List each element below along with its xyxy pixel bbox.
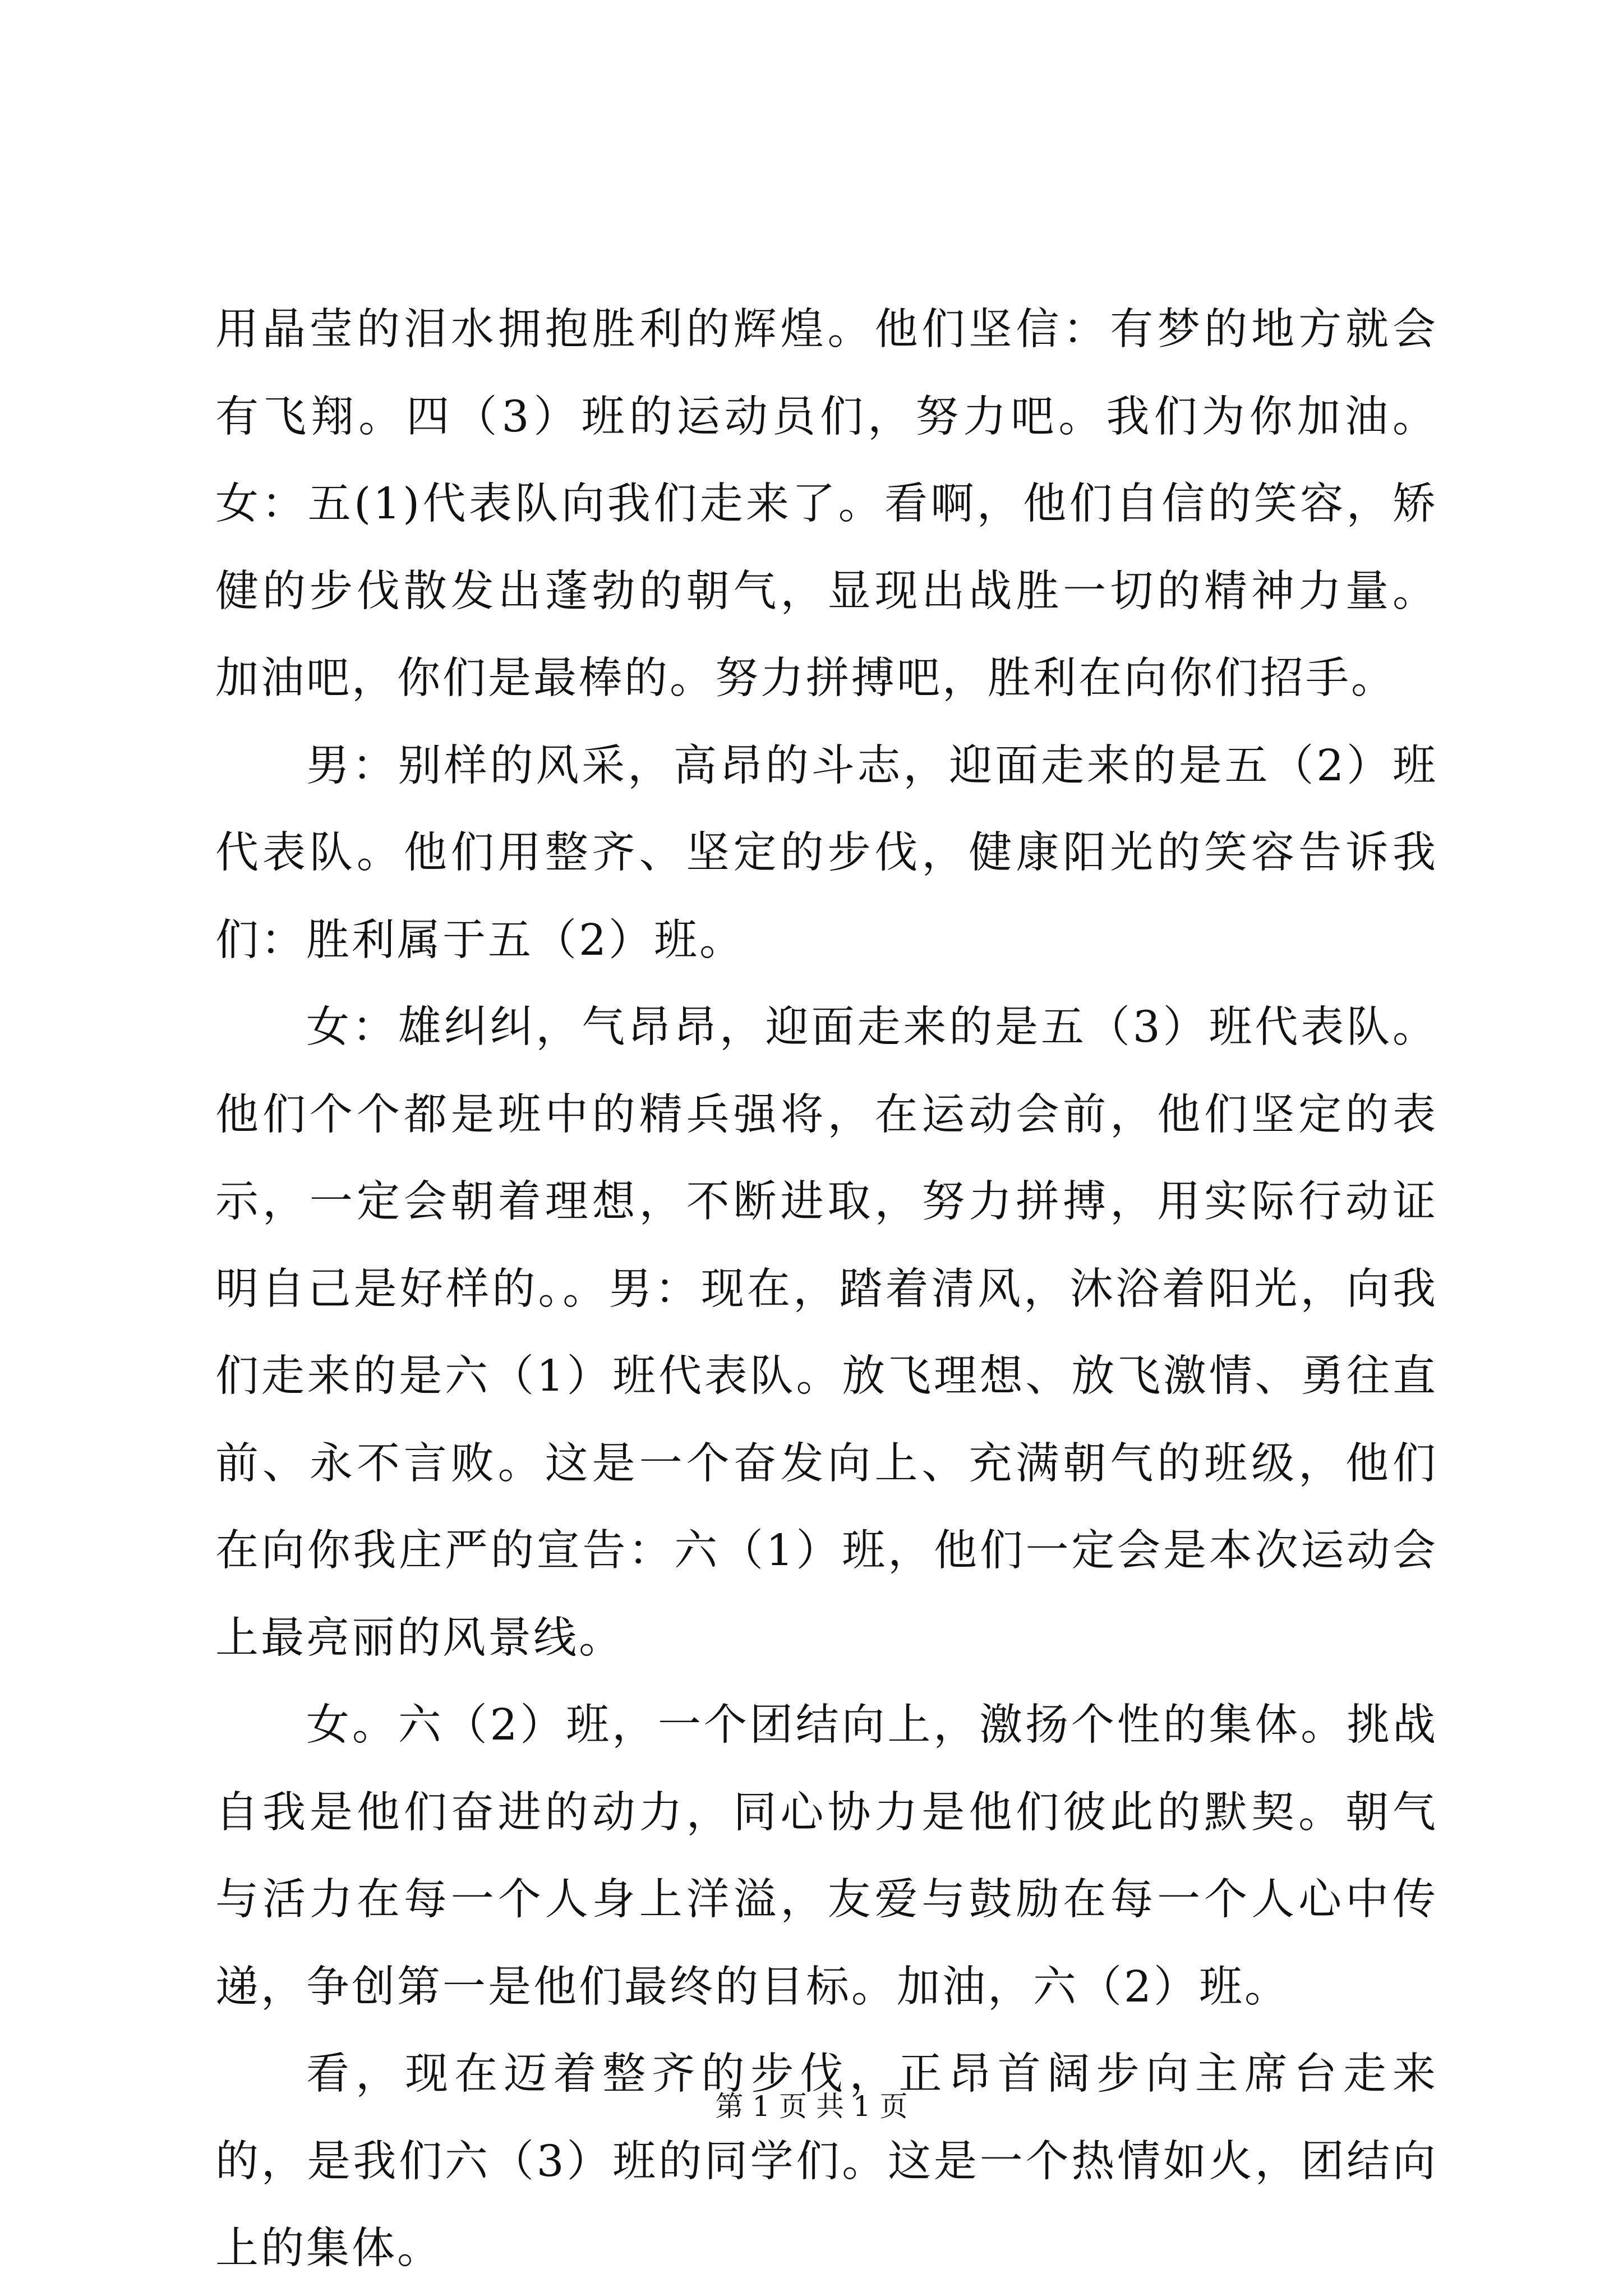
page-footer: [0, 2087, 1623, 2126]
paragraph-1: 用晶莹的泪水拥抱胜利的辉煌。他们坚信：有梦的地方就会有飞翔。四（3）班的运动员们，努力吧。我们为你加油。女：五(1)代表队向我们走来了。看啊，他们自信的笑容，矫健的步伐散发出蓬勃的朝气，显现出战胜一切的精神力量。加油吧，你们是最棒的。努力拼搏吧，胜利在向你们招手。: [215, 305, 1438, 703]
paragraph-5: 看，现在迈着整齐的步伐，正昂首阔步向主席台走来的，是我们六（3）班的同学们。这是一个热情如火，团结向上的集体。: [215, 2049, 1438, 2274]
paragraph-3: 女：雄纠纠，气昂昂，迎面走来的是五（3）班代表队。他们个个都是班中的精兵强将，在运动会前，他们坚定的表示，一定会朝着理想，不断进取，努力拼搏，用实际行动证明自己是好样的。。男：现在，踏着清风，沐浴着阳光，向我们走来的是六（1）班代表队。放飞理想、放飞激情、勇往直前、永不言败。这是一个奋发向上、充满朝气的班级，他们在向你我庄严的宣告：六（1）班，他们一定会是本次运动会上最亮丽的风景线。: [215, 1002, 1438, 1663]
paragraph-2: 男：别样的风采，高昂的斗志，迎面走来的是五（2）班代表队。他们用整齐、坚定的步伐，健康阳光的笑容告诉我们：胜利属于五（2）班。: [215, 740, 1438, 965]
page-number-indicator: 第 1 页 共 1 页: [715, 2090, 908, 2123]
paragraph-4: 女。六（2）班，一个团结向上，激扬个性的集体。挑战自我是他们奋进的动力，同心协力是他们彼此的默契。朝气与活力在每一个人身上洋溢，友爱与鼓励在每一个人心中传递，争创第一是他们最终的目标。加油，六（2）班。: [215, 1700, 1438, 2012]
document-body: [215, 286, 1438, 2293]
